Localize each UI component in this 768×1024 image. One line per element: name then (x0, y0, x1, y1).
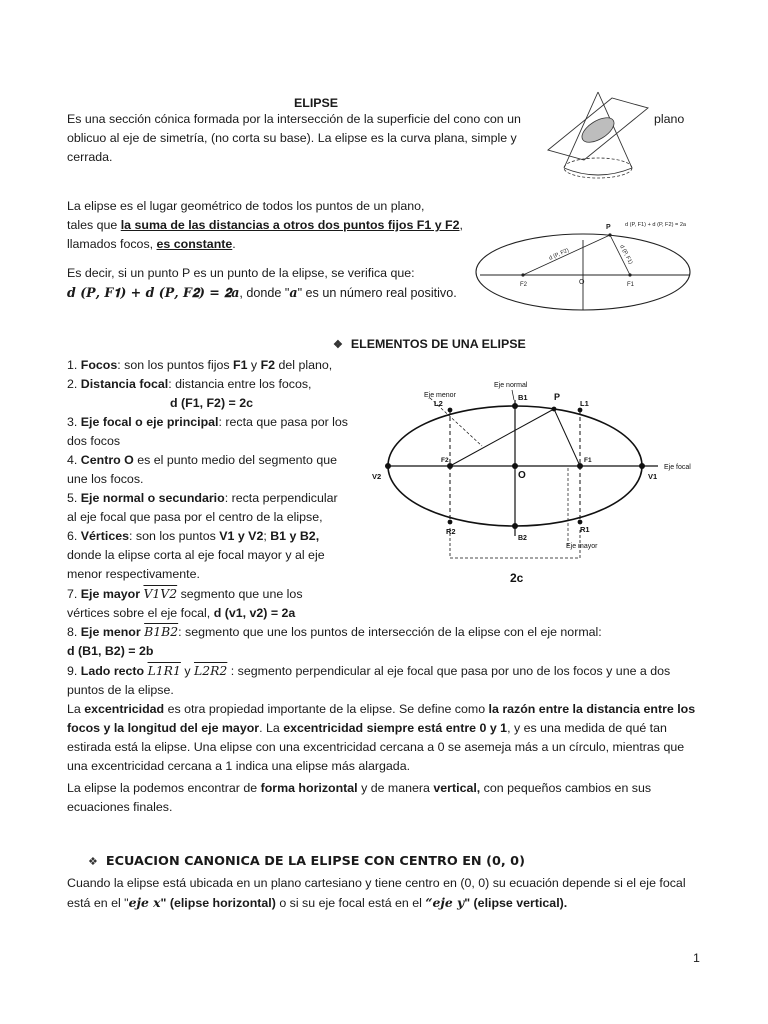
element-2-distancia-focal: 2. Distancia focal: distancia entre los focos, (67, 377, 312, 391)
canonical-line-1: Cuando la elipse está ubicada en un plano cartesiano y tiene centro en (0, 0) su ecuación depende si el eje focal (67, 876, 686, 890)
element-4-centro: 4. Centro O es el punto medio del segmento que (67, 453, 338, 467)
distance-pf1-label: d (P, F1) (618, 244, 634, 266)
eje-focal-label: Eje focal (664, 464, 691, 471)
element-5-cont: al eje focal que pasa por el centro de la elipse, (67, 510, 323, 524)
element-3-cont: dos focos (67, 434, 121, 448)
definition-line-1: La elipse es el lugar geométrico de todos los puntos de un plano, (67, 199, 425, 213)
vertex-v1-label: V1 (648, 472, 658, 481)
property-line: Es decir, si un punto P es un punto de la elipse, se verifica que: (67, 266, 415, 280)
sum-distances-label: d (P, F1) + d (P, F2) = 2a (625, 222, 687, 228)
intro-line-3: cerrada. (67, 150, 113, 164)
forms-line-2: ecuaciones finales. (67, 800, 173, 814)
eccentricity-line-1: La excentricidad es otra propiedad importante de la elipse. Se define como la razón entre la distancia entre los (67, 702, 696, 716)
definition-line-2: tales que la suma de las distancias a otros dos puntos fijos F1 y F2, (67, 218, 463, 232)
center-o-label: O (579, 279, 585, 286)
elements-heading: ❖ ELEMENTOS DE UNA ELIPSE (333, 337, 526, 351)
cone-plane-figure (540, 86, 660, 190)
point-r1-label: R1 (580, 525, 590, 534)
ellipse-elements-figure (362, 376, 708, 596)
eccentricity-line-4: una excentricidad cercana a 1 indica una elipse más alargada. (67, 759, 411, 773)
vertex-v2-label: V2 (372, 472, 382, 481)
eccentricity-line-3: estirada está la elipse. Una elipse con una excentricidad cercana a 0 se asemeja más a un círculo, mientras que (67, 740, 685, 754)
element-8-eje-menor: 8. Eje menor B1B2: segmento que une los puntos de intersección de la elipse con el eje normal: (67, 624, 602, 639)
center-o-label: O (518, 470, 526, 481)
minor-axis-formula: d (B1, B2) = 2b (67, 644, 154, 658)
eccentricity-line-2: focos y la longitud del eje mayor. La excentricidad siempre está entre 0 y 1, y es una medida de qué tan (67, 721, 667, 735)
elements-list (67, 356, 357, 623)
element-9-cont: puntos de la elipse. (67, 683, 174, 697)
elements-list-wide (67, 622, 707, 776)
intro-plano-word: plano (654, 112, 685, 126)
intro-line-1: Es una sección cónica formada por la intersección de la superficie del cono con un (67, 112, 521, 126)
intro-paragraph (67, 110, 537, 167)
intro-line-2: oblicuo al eje de simetría, (no corta su base). La elipse es la curva plana, simple y (67, 131, 517, 145)
document-title: ELIPSE (294, 96, 339, 110)
point-p-label: P (606, 224, 611, 231)
property-paragraph (67, 264, 467, 303)
eje-menor-label: Eje menor (424, 392, 456, 399)
point-l1-label: L1 (580, 399, 589, 408)
focal-distance-formula: d (F1, F2) = 2c (170, 396, 253, 410)
point-r2-label: R2 (446, 527, 456, 536)
focus-f2-label: F2 (441, 457, 449, 464)
canonical-equation-heading: ❖ ECUACION CANONICA DE LA ELIPSE CON CENTRO EN (0, 0) (88, 854, 525, 869)
two-c-label: 2c (510, 571, 524, 585)
canonical-paragraph (67, 874, 727, 913)
formula-line: 𝒅 (𝑷, 𝑭𝟏) + 𝒅 (𝑷, 𝑭𝟐) = 𝟐𝒂, donde "𝒂" es un número real positivo. (67, 285, 457, 300)
element-7-cont: vértices sobre el eje focal, d (v1, v2) = 2a (67, 606, 296, 620)
diamond-bullet-icon: ❖ (333, 339, 343, 351)
definition-line-3: llamados focos, es constante. (67, 237, 236, 251)
element-7-eje-mayor: 7. Eje mayor V1V2 segmento que une los (67, 586, 303, 601)
element-5-eje-normal: 5. Eje normal o secundario: recta perpendicular (67, 491, 338, 505)
vertex-b2-label: B2 (518, 535, 527, 542)
page-number: 1 (693, 951, 700, 965)
focus-f1-label: F1 (627, 282, 635, 288)
element-6-cont-2: menor respectivamente. (67, 567, 200, 581)
point-p-label: P (554, 392, 561, 402)
definition-paragraph (67, 197, 467, 254)
element-1-focos: 1. Focos: son los puntos fijos F1 y F2 del plano, (67, 358, 333, 372)
eje-mayor-label: Eje mayor (566, 543, 598, 550)
element-4-cont: une los focos. (67, 472, 144, 486)
focus-f2-label: F2 (520, 282, 528, 288)
canonical-line-2: está en el "eje x" (elipse horizontal) o si su eje focal está en el “eje y" (elipse vertical). (67, 895, 568, 910)
forms-paragraph (67, 779, 707, 817)
element-9-lado-recto: 9. Lado recto L1R1 y L2R2 : segmento perpendicular al eje focal que pasa por uno de los focos y une a dos (67, 663, 671, 678)
focus-f1-label: F1 (584, 457, 592, 464)
distance-sum-formula: 𝒅 (𝑷, 𝑭𝟏) + 𝒅 (𝑷, 𝑭𝟐) = 𝟐𝒂 (67, 285, 240, 300)
eje-normal-label: Eje normal (494, 382, 528, 389)
vertex-b1-label: B1 (518, 393, 528, 402)
forms-line-1: La elipse la podemos encontrar de forma horizontal y de manera vertical, con pequeños cambios en sus (67, 781, 652, 795)
focal-distance-figure (470, 214, 696, 314)
element-6-cont: donde la elipse corta al eje focal mayor y al eje (67, 548, 325, 562)
distance-pf2-label: d (P, F2) (548, 247, 570, 262)
diamond-bullet-icon: ❖ (88, 855, 98, 868)
element-6-vertices: 6. Vértices: son los puntos V1 y V2; B1 y B2, (67, 529, 320, 543)
element-3-eje-focal: 3. Eje focal o eje principal: recta que pasa por los (67, 415, 349, 429)
point-l2-label: L2 (434, 399, 443, 408)
